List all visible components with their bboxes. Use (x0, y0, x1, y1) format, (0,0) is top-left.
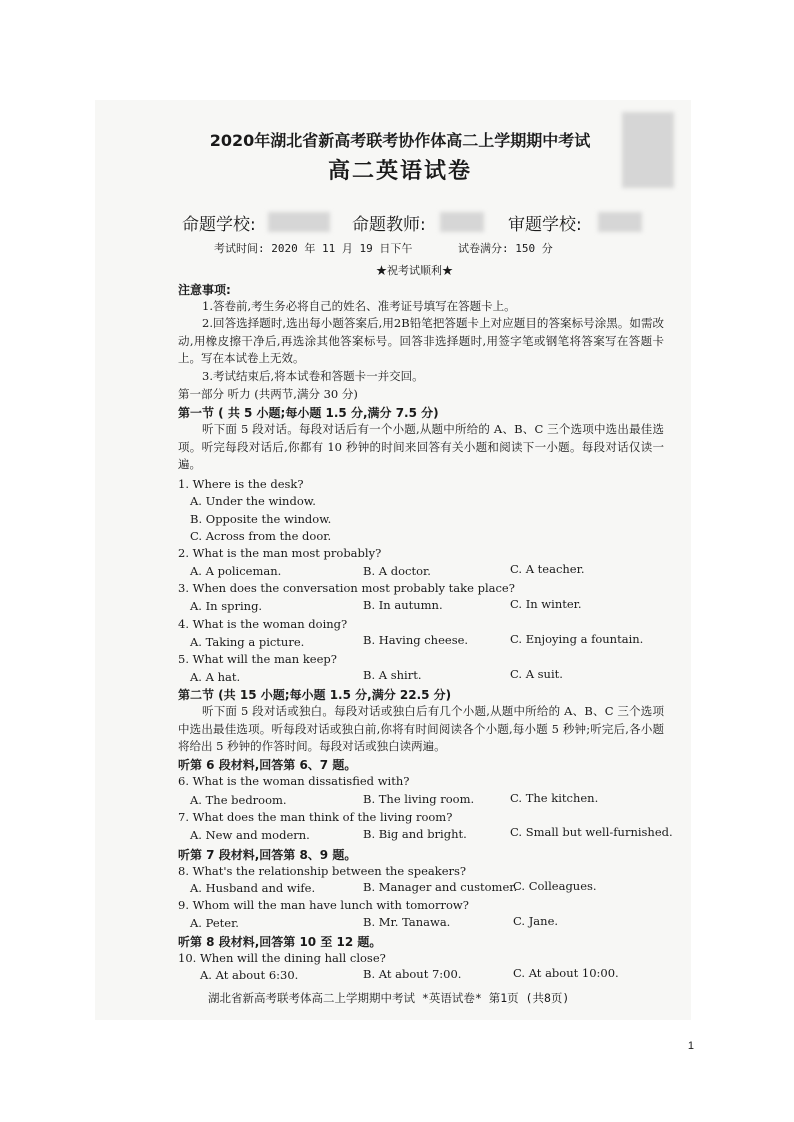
section1-title: 第一节 ( 共 5 小题;每小题 1.5 分,满分 7.5 分) (178, 406, 439, 420)
q9-option-b: B. Mr. Tanawa. (363, 915, 451, 929)
notes-title: 注意事项: (178, 283, 231, 297)
question-10: 10. When will the dining hall close? (178, 951, 386, 965)
q5-option-b: B. A shirt. (363, 668, 422, 682)
q6-option-c: C. The kitchen. (510, 791, 599, 805)
q1-option-a: A. Under the window. (190, 494, 316, 508)
page-footer: 湖北省新高考联考体高二上学期期中考试 *英语试卷* 第1页 (共8页) (208, 991, 570, 1005)
q2-option-b: B. A doctor. (363, 564, 431, 578)
q1-option-b: B. Opposite the window. (190, 512, 332, 526)
full-score: 试卷满分: 150 分 (458, 242, 553, 255)
q3-option-c: C. In winter. (510, 597, 582, 611)
question-5: 5. What will the man keep? (178, 652, 337, 666)
section1-instructions: 听下面 5 段对话。每段对话后有一个小题,从题中所给的 A、B、C 三个选项中选出最佳选项。听完每段对话后,你都有 10 秒钟的时间来回答有关小题和阅读下一小题。每段对话仅读一遍。 (178, 422, 664, 471)
question-8: 8. What's the relationship between the speakers? (178, 864, 467, 878)
q1-option-c: C. Across from the door. (190, 529, 332, 543)
q8-option-c: C. Colleagues. (513, 879, 597, 893)
school-label: 命题学校: (182, 215, 256, 235)
redacted-teacher (440, 212, 484, 232)
question-6: 6. What is the woman dissatisfied with? (178, 774, 410, 788)
q8-option-a: A. Husband and wife. (190, 881, 316, 895)
q2-option-c: C. A teacher. (510, 562, 585, 576)
q7-option-b: B. Big and bright. (363, 827, 467, 841)
note-3: 3.考试结束后,将本试卷和答题卡一并交回。 (202, 369, 424, 383)
q6-option-a: A. The bedroom. (190, 793, 287, 807)
redacted-school (268, 212, 330, 232)
question-4: 4. What is the woman doing? (178, 617, 348, 631)
teacher-label: 命题教师: (352, 215, 426, 235)
q4-option-b: B. Having cheese. (363, 633, 469, 647)
question-3: 3. When does the conversation most probably take place? (178, 581, 515, 595)
question-1: 1. Where is the desk? (178, 477, 304, 491)
q9-option-c: C. Jane. (513, 914, 559, 928)
question-9: 9. Whom will the man have lunch with tomorrow? (178, 898, 469, 912)
reviewer-label: 审题学校: (508, 215, 582, 235)
note-1: 1.答卷前,考生务必将自己的姓名、准考证号填写在答题卡上。 (202, 299, 516, 313)
q4-option-c: C. Enjoying a fountain. (510, 632, 644, 646)
q10-option-c: C. At about 10:00. (513, 966, 619, 980)
part1-title: 第一部分 听力 (共两节,满分 30 分) (178, 387, 358, 401)
paper-title: 高二英语试卷 (327, 159, 472, 184)
q3-option-a: A. In spring. (190, 599, 263, 613)
section2-title: 第二节 (共 15 小题;每小题 1.5 分,满分 22.5 分) (178, 688, 452, 702)
question-7: 7. What does the man think of the living room? (178, 810, 453, 824)
page-number: 1 (687, 1040, 694, 1052)
q3-option-b: B. In autumn. (363, 598, 443, 612)
q6-option-b: B. The living room. (363, 792, 475, 806)
material-8-heading: 听第 8 段材料,回答第 10 至 12 题。 (178, 935, 382, 949)
exam-time: 考试时间: 2020 年 11 月 19 日下午 (214, 242, 413, 255)
q7-option-a: A. New and modern. (190, 828, 310, 842)
q7-option-c: C. Small but well-furnished. (510, 825, 673, 839)
q10-option-b: B. At about 7:00. (363, 967, 462, 981)
question-2: 2. What is the man most probably? (178, 546, 382, 560)
q9-option-a: A. Peter. (190, 916, 239, 930)
material-6-heading: 听第 6 段材料,回答第 6、7 题。 (178, 758, 357, 772)
material-7-heading: 听第 7 段材料,回答第 8、9 题。 (178, 848, 357, 862)
section2-instructions: 听下面 5 段对话或独白。每段对话或独白后有几个小题,从题中所给的 A、B、C 三个选项中选出最佳选项。听每段对话或独白前,你将有时间阅读各个小题,每小题 5 秒钟;听完后,各小题将给出 5 秒钟的作答时间。每段对话或独白读两遍。 (178, 704, 664, 753)
q8-option-b: B. Manager and customer. (363, 880, 518, 894)
redacted-reviewer (598, 212, 642, 232)
q2-option-a: A. A policeman. (190, 564, 282, 578)
note-2: 2.回答选择题时,选出每小题答案后,用2B铅笔把答题卡上对应题目的答案标号涂黑。如需改动,用橡皮擦干净后,再选涂其他答案标号。回答非选择题时,用签字笔或钢笔将答案写在答题卡上。写在本试卷上无效。 (178, 316, 664, 365)
q10-option-a: A. At about 6:30. (200, 968, 299, 982)
q4-option-a: A. Taking a picture. (190, 635, 305, 649)
wish-text: ★祝考试顺利★ (376, 264, 453, 277)
q5-option-a: A. A hat. (190, 670, 241, 684)
q5-option-c: C. A suit. (510, 667, 563, 681)
exam-title: 2020年湖北省新高考联考协作体高二上学期期中考试 (209, 131, 591, 150)
